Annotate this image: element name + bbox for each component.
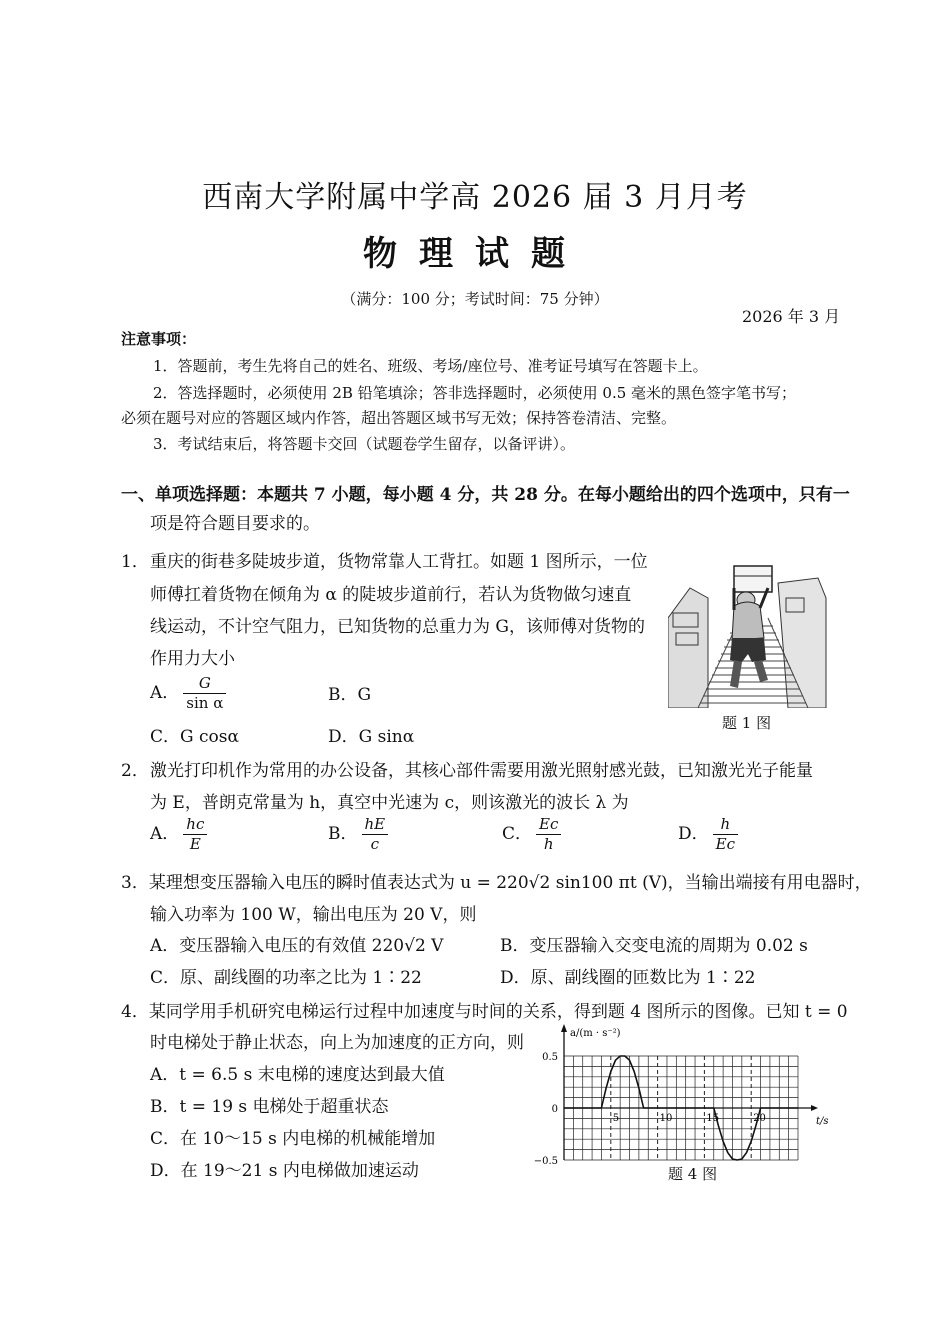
x-tick-label: 5	[612, 1113, 620, 1124]
q4-option-b: B．t = 19 s 电梯处于超重状态	[150, 1097, 389, 1117]
section-1-text-2: 项是符合题目要求的。	[150, 514, 320, 534]
q2-option-b-denominator: c	[370, 834, 380, 853]
q1-option-c: C．G cosα	[150, 727, 239, 747]
q2-line-1: 激光打印机作为常用的办公设备，其核心部件需要用激光照射感光鼓，已知激光光子能量	[150, 761, 813, 781]
acceleration-series-line	[564, 1056, 798, 1160]
y-tick-label: 0	[551, 1104, 558, 1115]
q4-line-2: 时电梯处于静止状态，向上为加速度的正方向，则	[150, 1033, 524, 1053]
notice-line-1: 1．答题前，考生先将自己的姓名、班级、考场/座位号、准考证号填写在答题卡上。	[153, 357, 708, 375]
q1-staircase-porter-figure	[668, 558, 828, 708]
q1-option-a-fraction	[183, 674, 226, 713]
q2-number: 2．	[121, 761, 149, 781]
q2-option-b	[328, 815, 392, 854]
q2-option-c-denominator: h	[543, 834, 554, 853]
q1-option-d: D．G sinα	[328, 727, 415, 747]
q1-option-a-denominator: sin α	[186, 693, 224, 712]
x-tick-label: 10	[659, 1113, 673, 1124]
q2-option-d	[678, 815, 742, 854]
q2-option-d-label: D．	[678, 823, 709, 844]
q2-option-b-label: B．	[328, 823, 358, 844]
q2-option-d-numerator: h	[713, 815, 738, 835]
q2-option-a-denominator: E	[189, 834, 201, 853]
q2-option-a	[150, 815, 211, 854]
y-axis-arrow	[561, 1024, 567, 1032]
q1-option-a	[150, 674, 230, 713]
q2-option-a-label: A．	[150, 823, 180, 844]
x-axis-label: t/s	[816, 1116, 829, 1127]
q2-option-c	[502, 815, 565, 854]
q3-line-2: 输入功率为 100 W，输出电压为 20 V，则	[150, 905, 477, 925]
y-tick-label: −0.5	[533, 1156, 558, 1167]
q2-option-c-fraction	[536, 815, 561, 854]
q2-option-b-fraction	[362, 815, 389, 854]
q2-option-a-numerator: hc	[183, 815, 207, 835]
q1-option-a-numerator: G	[183, 674, 226, 694]
y-tick-label: 0.5	[542, 1052, 558, 1063]
q2-line-2: 为 E，普朗克常量为 h，真空中光速为 c，则该激光的波长 λ 为	[150, 793, 629, 813]
q3-option-a: A．变压器输入电压的有效值 220√2 V	[150, 936, 444, 956]
q1-line-3: 线运动，不计空气阻力，已知货物的总重力为 G，该师傅对货物的	[150, 617, 645, 637]
section-1-heading	[121, 480, 850, 505]
q4-option-a: A．t = 6.5 s 末电梯的速度达到最大值	[150, 1065, 445, 1085]
x-axis-arrow	[811, 1105, 818, 1111]
q3-option-c: C．原、副线圈的功率之比为 1∶22	[150, 968, 422, 988]
q1-option-b: B．G	[328, 685, 372, 705]
q3-option-d: D．原、副线圈的匝数比为 1∶22	[500, 968, 756, 988]
section-1-label: 一、单项选择题：	[121, 485, 257, 505]
chart-curve	[564, 1056, 798, 1160]
exam-meta: （满分：100 分；考试时间：75 分钟）	[341, 290, 609, 308]
x-tick-label: 15	[706, 1113, 720, 1124]
q1-option-a-label: A．	[150, 682, 180, 703]
q1-line-4: 作用力大小	[150, 649, 235, 669]
x-tick-label: 20	[753, 1113, 766, 1124]
exam-subject: 物理试题	[363, 234, 587, 274]
notice-line-4: 3．考试结束后，将答题卡交回（试题卷学生留存，以备评讲）。	[153, 435, 576, 453]
exam-title: 西南大学附属中学高 2026 届 3 月月考	[202, 180, 748, 215]
q4-figure-caption: 题 4 图	[668, 1165, 718, 1183]
q4-acceleration-chart	[528, 1022, 838, 1172]
q2-option-b-numerator: hE	[362, 815, 389, 835]
notice-line-2: 2．答选择题时，必须使用 2B 铅笔填涂；答非选择题时，必须使用 0.5 毫米的黑色签字笔书写；	[153, 384, 797, 402]
q3-option-b: B．变压器输入交变电流的周期为 0.02 s	[500, 936, 808, 956]
q1-line-1: 重庆的街巷多陡坡步道，货物常靠人工背扛。如题 1 图所示，一位	[150, 552, 648, 572]
q4-line-1: 4．某同学用手机研究电梯运行过程中加速度与时间的关系，得到题 4 图所示的图像。已知 t = 0	[121, 1002, 848, 1022]
q4-option-c: C．在 10～15 s 内电梯的机械能增加	[150, 1129, 436, 1149]
q2-option-a-fraction	[183, 815, 207, 854]
notice-heading: 注意事项：	[121, 330, 197, 348]
section-1-text: 本题共 7 小题，每小题 4 分，共 28 分。在每小题给出的四个选项中，只有一	[257, 485, 850, 505]
q2-option-d-denominator: Ec	[715, 834, 735, 853]
q1-number: 1．	[121, 552, 149, 572]
exam-date: 2026 年 3 月	[742, 307, 841, 326]
q2-option-c-label: C．	[502, 823, 533, 844]
q2-option-c-numerator: Ec	[536, 815, 561, 835]
y-axis-label: a/(m · s⁻²)	[570, 1028, 621, 1039]
q1-line-2: 师傅扛着货物在倾角为 α 的陡坡步道前行，若认为货物做匀速直	[150, 585, 632, 605]
q4-option-d: D．在 19～21 s 内电梯做加速运动	[150, 1161, 419, 1181]
q1-figure-caption: 题 1 图	[722, 714, 772, 732]
notice-line-3: 必须在题号对应的答题区域内作答，超出答题区域书写无效；保持答卷清洁、完整。	[121, 409, 677, 427]
q3-line-1: 3．某理想变压器输入电压的瞬时值表达式为 u = 220√2 sin100 πt (V)，当输出端接有用电器时，	[121, 873, 872, 893]
q2-option-d-fraction	[713, 815, 738, 854]
